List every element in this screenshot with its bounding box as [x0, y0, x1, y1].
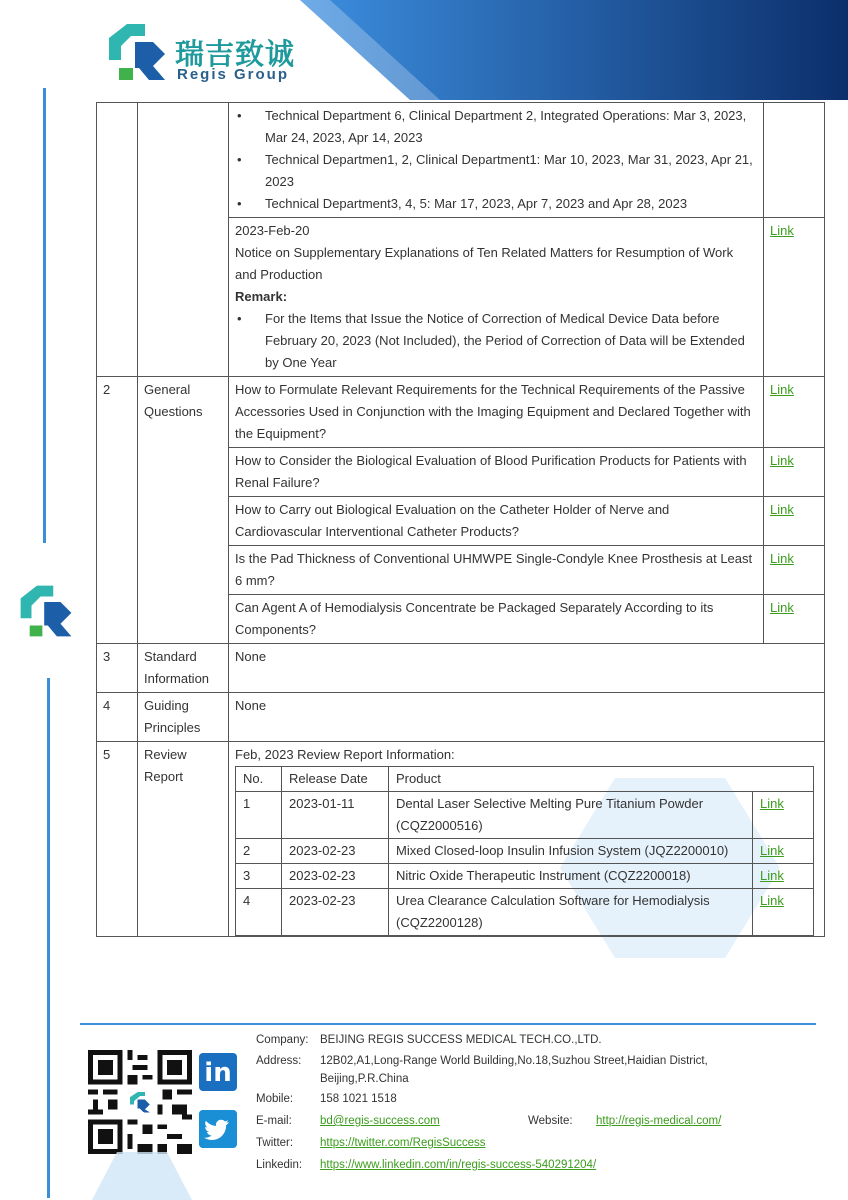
schedule-bullet: • Technical Department 6, Clinical Department 2, Integrated Operations: Mar 3, 2023, Mar 24, 2023, Apr 14, 2023	[235, 105, 757, 149]
schedule-bullet: • Technical Departmen1, 2, Clinical Department1: Mar 10, 2023, Mar 31, 2023, Apr 21, 2023	[235, 149, 757, 193]
email-link[interactable]: bd@regis-success.com	[320, 1115, 440, 1127]
twitter-label: Twitter:	[256, 1137, 294, 1149]
brand-name-cn: 瑞吉致诚	[175, 39, 296, 71]
question-cell: Can Agent A of Hemodialysis Concentrate be Packaged Separately According to its Components?	[229, 595, 764, 644]
table-row	[97, 218, 825, 377]
footer-company-row	[256, 1032, 602, 1048]
twitter-icon[interactable]	[199, 1110, 237, 1148]
question-cell: How to Formulate Relevant Requirements for the Technical Requirements of the Passive Accessories Used in Conjunction with the Imaging Equipment and Declared Together with the Equipment?	[229, 377, 764, 448]
row-category-cell	[138, 103, 229, 218]
link-cell	[764, 103, 825, 218]
header-no: No.	[236, 767, 282, 792]
footer-linkedin-row	[256, 1157, 597, 1173]
table-row	[97, 742, 825, 937]
table-header-row	[236, 767, 814, 792]
link-cell	[764, 595, 825, 644]
link-cell	[753, 792, 814, 839]
report-no: 4	[236, 889, 282, 936]
mobile-number: 158 1021 1518	[320, 1093, 397, 1105]
schedule-bullet: • Technical Department3, 4, 5: Mar 17, 2023, Apr 7, 2023 and Apr 28, 2023	[235, 193, 757, 215]
report-product: Dental Laser Selective Melting Pure Titanium Powder (CQZ2000516)	[389, 792, 753, 839]
linkedin-link[interactable]: https://www.linkedin.com/in/regis-success-540291204/	[320, 1159, 597, 1171]
review-report-intro: Feb, 2023 Review Report Information:	[235, 747, 455, 762]
report-no: 2	[236, 839, 282, 864]
address-label: Address:	[256, 1055, 302, 1067]
remark-label: Remark:	[235, 289, 288, 304]
website-link[interactable]: http://regis-medical.com/	[596, 1115, 722, 1127]
report-date: 2023-01-11	[282, 792, 389, 839]
link-cell	[764, 497, 825, 546]
notice-cell	[229, 218, 764, 377]
link-cell	[764, 218, 825, 377]
row-category-cell: Review Report	[138, 742, 229, 937]
regis-logo	[105, 20, 320, 90]
address-line-1: 12B02,A1,Long-Range World Building,No.18,Suzhou Street,Haidian District,	[320, 1055, 708, 1067]
notice-date: 2023-Feb-20	[235, 223, 310, 238]
question-cell: How to Carry out Biological Evaluation on the Catheter Holder of Nerve and Cardiovascular Interventional Catheter Products?	[229, 497, 764, 546]
table-row	[97, 377, 825, 448]
question-cell: How to Consider the Biological Evaluation of Blood Purification Products for Patients with Renal Failure?	[229, 448, 764, 497]
header-band	[300, 0, 848, 100]
email-label: E-mail:	[256, 1115, 292, 1127]
notice-title: Notice on Supplementary Explanations of Ten Related Matters for Resumption of Work and Production	[235, 245, 734, 282]
table-row	[97, 644, 825, 693]
report-date: 2023-02-23	[282, 889, 389, 936]
report-date: 2023-02-23	[282, 839, 389, 864]
row-no-cell: 3	[97, 644, 138, 693]
row-category-cell: General Questions	[138, 377, 229, 644]
side-rule-top	[43, 88, 46, 543]
regulatory-table	[96, 102, 825, 937]
qr-code-icon	[88, 1050, 192, 1154]
table-row	[236, 839, 814, 864]
question-link[interactable]: Link	[770, 382, 794, 397]
link-cell	[753, 889, 814, 936]
content-cell: None	[229, 644, 825, 693]
footer-website-row	[528, 1113, 722, 1129]
report-link[interactable]: Link	[760, 868, 784, 883]
row-category-cell	[138, 218, 229, 377]
link-cell	[764, 377, 825, 448]
brand-name-en: Regis Group	[177, 66, 290, 83]
table-row	[236, 864, 814, 889]
footer-email-row	[256, 1113, 440, 1129]
company-name: BEIJING REGIS SUCCESS MEDICAL TECH.CO.,LTD.	[320, 1034, 602, 1046]
schedule-cell	[229, 103, 764, 218]
footer-address-row-2	[256, 1071, 409, 1087]
header-release-date: Release Date	[282, 767, 389, 792]
row-no-cell: 5	[97, 742, 138, 937]
link-cell	[764, 546, 825, 595]
footer-mobile-row	[256, 1091, 397, 1107]
footer-address-row	[256, 1053, 708, 1069]
report-product: Nitric Oxide Therapeutic Instrument (CQZ2200018)	[389, 864, 753, 889]
side-rule-bottom	[47, 678, 50, 1198]
row-no-cell: 2	[97, 377, 138, 644]
table-row	[236, 889, 814, 936]
question-cell: Is the Pad Thickness of Conventional UHMWPE Single-Condyle Knee Prosthesis at Least 6 mm?	[229, 546, 764, 595]
report-date: 2023-02-23	[282, 864, 389, 889]
question-link[interactable]: Link	[770, 600, 794, 615]
header-product: Product	[389, 767, 814, 792]
question-link[interactable]: Link	[770, 453, 794, 468]
content-cell: None	[229, 693, 825, 742]
report-no: 1	[236, 792, 282, 839]
question-link[interactable]: Link	[770, 502, 794, 517]
twitter-link[interactable]: https://twitter.com/RegisSuccess	[320, 1137, 486, 1149]
table-row	[97, 103, 825, 218]
notice-link[interactable]: Link	[770, 223, 794, 238]
footer-rule	[80, 1023, 816, 1025]
review-report-table	[235, 766, 814, 936]
regis-logo-icon	[105, 20, 169, 84]
row-no-cell	[97, 103, 138, 218]
report-no: 3	[236, 864, 282, 889]
row-category-cell: Guiding Principles	[138, 693, 229, 742]
address-line-2: Beijing,P.R.China	[320, 1073, 409, 1085]
row-no-cell	[97, 218, 138, 377]
table-row	[236, 792, 814, 839]
row-no-cell: 4	[97, 693, 138, 742]
footer-hexagon	[92, 1152, 192, 1200]
report-link[interactable]: Link	[760, 796, 784, 811]
linkedin-label: Linkedin:	[256, 1159, 303, 1171]
mobile-label: Mobile:	[256, 1093, 294, 1105]
footer-twitter-row	[256, 1135, 486, 1151]
side-logo-icon	[17, 582, 75, 640]
table-row	[97, 693, 825, 742]
link-cell	[764, 448, 825, 497]
linkedin-icon[interactable]: in	[199, 1053, 237, 1091]
link-cell	[753, 864, 814, 889]
review-report-cell	[229, 742, 825, 937]
website-label: Website:	[528, 1115, 573, 1127]
remark-bullet: • For the Items that Issue the Notice of Correction of Medical Device Data before February 20, 2023 (Not Included), the Period of Correction of Data will be Extended by One Year	[235, 308, 757, 374]
question-link[interactable]: Link	[770, 551, 794, 566]
report-product: Urea Clearance Calculation Software for Hemodialysis (CQZ2200128)	[389, 889, 753, 936]
company-label: Company:	[256, 1034, 309, 1046]
report-link[interactable]: Link	[760, 843, 784, 858]
link-cell	[753, 839, 814, 864]
report-product: Mixed Closed-loop Insulin Infusion System (JQZ2200010)	[389, 839, 753, 864]
row-category-cell: Standard Information	[138, 644, 229, 693]
report-link[interactable]: Link	[760, 893, 784, 908]
